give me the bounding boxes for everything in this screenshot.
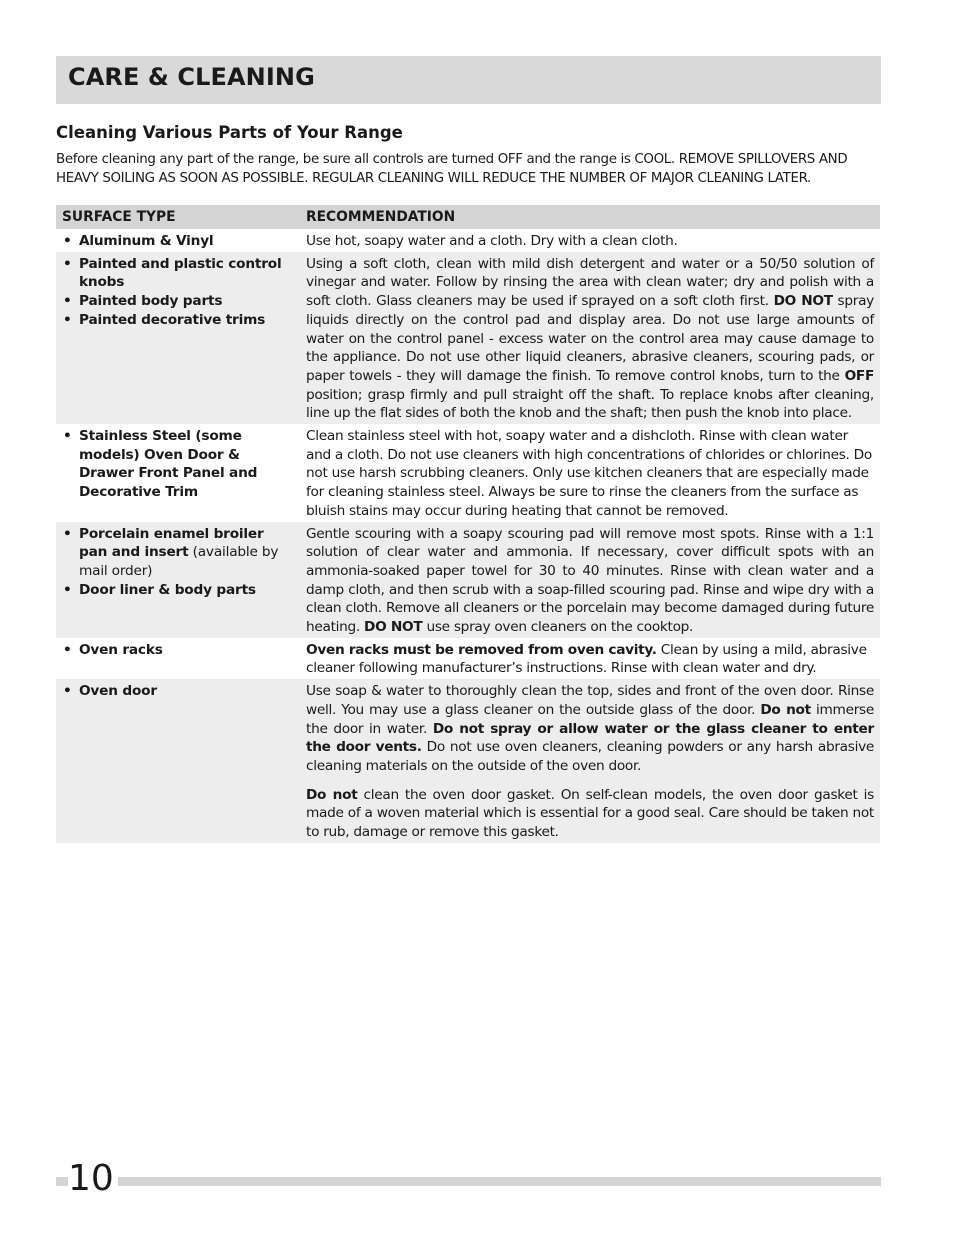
recommendation-text: Using a soft cloth, clean with mild dish detergent and water or a 50/50 solution of vinegar and water. Follow by rinsing the area with clean water; dry and polish with a soft cloth. Glass cleaners may be used if sprayed on a soft cloth first.	[306, 255, 874, 310]
surface-list	[62, 641, 294, 660]
recommendation-emphasis: Do not	[760, 701, 811, 718]
recommendation-emphasis: Oven racks must be removed from oven cavity.	[306, 641, 657, 658]
recommendation-text: immerse the door in water.	[306, 701, 874, 737]
header-bar	[56, 56, 881, 104]
table-row	[56, 252, 880, 424]
recommendation-text: Clean stainless steel with hot, soapy water and a dishcloth. Rinse with clean water and a cloth. Do not use cleaners with high concentrations of chlorides or chlorines. Do not use harsh scrubbing cleaners. Only use kitchen cleaners that are especially made for cleaning stainless steel. Always be sure to rinse the cleaners from the surface as bluish stains may occur during heating that cannot be removed.	[306, 428, 872, 519]
recommendation-emphasis: DO NOT	[364, 619, 423, 636]
header-recommendation: RECOMMENDATION	[300, 205, 880, 229]
page-title: CARE & CLEANING	[68, 63, 315, 91]
recommendation-cell	[300, 229, 880, 252]
surface-item: • Oven racks	[62, 641, 294, 660]
surface-item: • Painted and plastic control knobs	[62, 255, 294, 292]
intro-paragraph: Before cleaning any part of the range, be sure all controls are turned OFF and the range is COOL. REMOVE SPILLOVERS AND HEAVY SOILING AS SOON AS POSSIBLE. REGULAR CLEANING WILL REDUCE THE NUMBER OF MAJOR CLEANING LATER.	[56, 152, 848, 186]
recommendation-emphasis: DO NOT	[773, 293, 833, 310]
table-row	[56, 424, 880, 522]
surface-item: • Painted decorative trims	[62, 311, 294, 330]
header-surface-type: SURFACE TYPE	[56, 205, 300, 229]
surface-list	[62, 427, 294, 502]
surface-list	[62, 682, 294, 701]
cleaning-table	[56, 205, 880, 843]
recommendation-emphasis: Do not	[306, 786, 358, 803]
recommendation-cell	[300, 424, 880, 522]
surface-item-note: (available by mail order)	[79, 544, 279, 579]
surface-list	[62, 525, 294, 600]
table-row	[56, 638, 880, 679]
footer-bar	[56, 1177, 881, 1186]
surface-item: • Stainless Steel (some models) Oven Door & Drawer Front Panel and Decorative Trim	[62, 427, 294, 502]
recommendation-text: spray liquids directly on the control pad and display area. Do not use large amounts of water on the control panel - excess water on the control area may cause damage to the appliance. Do not use other liquid cleaners, abrasive cleaners, scouring pads, or paper towels - they will damage the finish. To remove control knobs, turn to the	[306, 293, 874, 384]
table-header-row	[56, 205, 880, 229]
page-number: 10	[68, 1158, 118, 1200]
surface-item	[62, 525, 294, 581]
recommendation-emphasis: OFF	[844, 367, 874, 384]
surface-list	[62, 255, 294, 330]
surface-item: • Oven door	[62, 682, 294, 701]
surface-item: • Door liner & body parts	[62, 581, 294, 600]
table-row	[56, 679, 880, 843]
recommendation-cell	[300, 522, 880, 638]
surface-item-label: Porcelain enamel broiler pan and insert	[79, 525, 264, 561]
recommendation-text: Use hot, soapy water and a cloth. Dry with a clean cloth.	[306, 233, 678, 249]
recommendation-emphasis: Do not spray or allow water or the glass cleaner to enter the door vents.	[306, 720, 874, 756]
recommendation-text: Do not use oven cleaners, cleaning powders or any harsh abrasive cleaning materials on the outside of the oven door.	[306, 739, 875, 774]
recommendation-text: position; grasp firmly and pull straight off the shaft. To replace knobs after cleaning, line up the flat sides of both the knob and the shaft; then push the knob into place.	[306, 386, 874, 422]
surface-item: • Aluminum & Vinyl	[62, 232, 294, 251]
recommendation-text: Use soap & water to thoroughly clean the top, sides and front of the oven door. Rinse well. You may use a glass cleaner on the outside glass of the door.	[306, 683, 874, 718]
recommendation-cell	[300, 252, 880, 424]
surface-cell	[56, 252, 300, 424]
recommendation-text: Clean by using a mild, abrasive cleaner following manufacturer’s instructions. Rinse with clean water and dry.	[306, 641, 867, 677]
surface-cell	[56, 424, 300, 522]
recommendation-cell	[300, 638, 880, 679]
recommendation-text: Gentle scouring with a soapy scouring pad will remove most spots. Rinse with a 1:1 solution of clear water and ammonia. If necessary, cover difficult spots with an ammonia-soaked paper towel for 30 to 40 minutes. Rinse with clean water and a damp cloth, and then scrub with a soap-filled scouring pad. Rinse and wipe dry with a clean cloth. Remove all cleaners or the porcelain may become damaged during future heating.	[306, 525, 874, 636]
recommendation-cell	[300, 679, 880, 843]
surface-cell	[56, 638, 300, 679]
table-row	[56, 522, 880, 638]
table-row	[56, 229, 880, 252]
surface-list	[62, 232, 294, 251]
surface-cell	[56, 522, 300, 638]
surface-item: • Painted body parts	[62, 292, 294, 311]
recommendation-text: clean the oven door gasket. On self-clean models, the oven door gasket is made of a woven material which is essential for a good seal. Care should be taken not to rub, damage or remove this gasket.	[306, 786, 875, 841]
surface-cell	[56, 679, 300, 843]
surface-cell	[56, 229, 300, 252]
recommendation-text: use spray oven cleaners on the cooktop.	[422, 619, 694, 636]
section-title: Cleaning Various Parts of Your Range	[56, 123, 403, 142]
